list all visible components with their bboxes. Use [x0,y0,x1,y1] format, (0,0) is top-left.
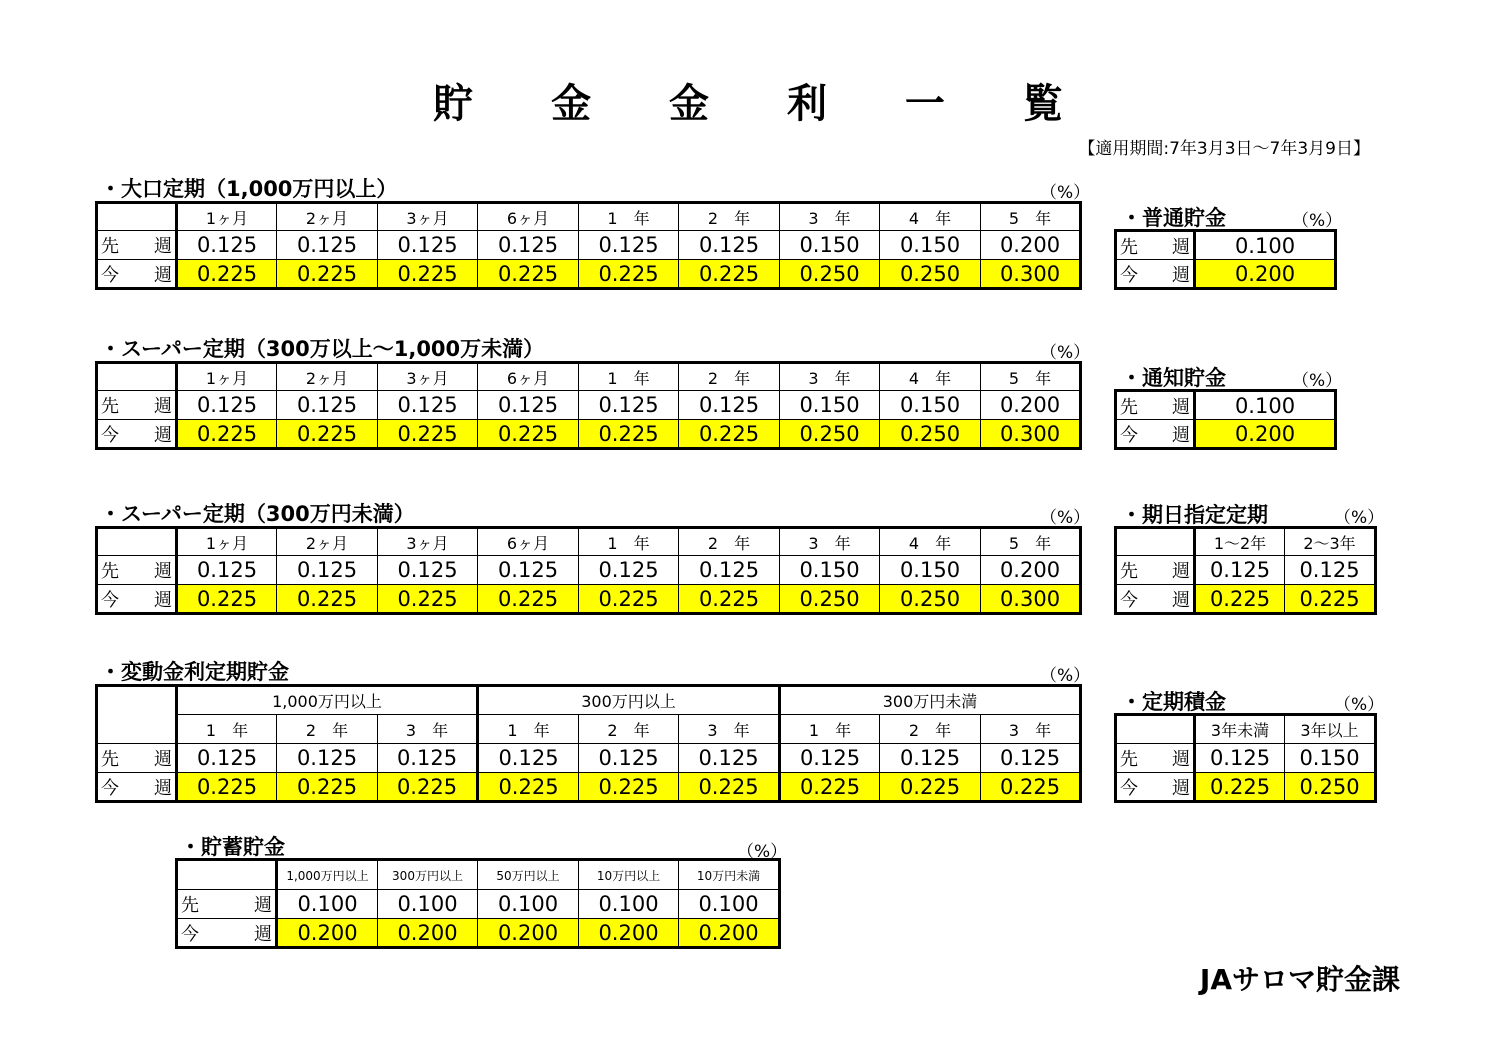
futsuu-title: ・普通貯金 [1121,206,1226,230]
rate-curr: 0.225 [177,773,277,802]
tsuuchi-pct: （%） [1292,371,1343,391]
term-header: 6ヶ月 [478,203,579,231]
term-header: 6ヶ月 [478,363,579,391]
rate-curr: 0.225 [177,585,277,614]
rate-curr: 0.250 [780,260,880,289]
applicable-period: 【適用期間:7年3月3日〜7年3月9日】 [1078,139,1370,159]
group-header: 300万円未満 [780,686,1081,715]
rate-prev: 0.100 [579,890,679,919]
rate-curr: 0.200 [478,919,579,948]
rate-curr: 0.225 [679,773,780,802]
rate-prev: 0.125 [378,391,478,420]
rate-curr: 0.250 [1285,773,1376,802]
rate-curr: 0.225 [478,585,579,614]
term-header: 3ヶ月 [378,363,478,391]
kijitsu-title: ・期日指定定期 [1121,503,1268,527]
corner-cell [1116,528,1195,556]
rate-prev: 0.125 [1195,744,1285,773]
term-header: 1 年 [579,203,679,231]
corner-cell [1116,715,1195,744]
rate-curr: 0.250 [880,420,981,449]
rate-curr: 0.300 [981,260,1081,289]
teiki-tsumikin-table [1114,713,1377,803]
rate-curr: 0.225 [177,420,277,449]
rate-curr: 0.300 [981,585,1081,614]
rate-curr: 0.225 [478,420,579,449]
term-header: 1〜2年 [1195,528,1285,556]
rate-curr: 0.250 [880,585,981,614]
rate-curr: 0.250 [880,260,981,289]
row-label-prev: 先 週 [97,231,177,260]
rate-prev: 0.125 [478,391,579,420]
rate-prev: 0.125 [1195,556,1285,585]
term-header: 50万円以上 [478,860,579,890]
rate-prev: 0.125 [277,231,378,260]
term-header: 3 年 [780,203,880,231]
rate-curr: 0.225 [981,773,1081,802]
term-header: 2 年 [679,528,780,556]
term-header: 1ヶ月 [177,203,277,231]
kijitsu-table [1114,526,1377,615]
rate-curr: 0.225 [378,420,478,449]
rate-prev: 0.200 [981,231,1081,260]
rate-curr: 0.225 [780,773,880,802]
rate-prev: 0.100 [378,890,478,919]
row-label-prev: 先 週 [97,744,177,773]
rate-prev: 0.125 [579,231,679,260]
term-header: 1 年 [177,715,277,744]
rate-prev: 0.100 [1195,231,1336,260]
rate-prev: 0.150 [1285,744,1376,773]
rate-prev: 0.200 [981,556,1081,585]
teiki-tsumikin-title: ・定期積金 [1121,690,1226,714]
rate-curr: 0.225 [1195,585,1285,614]
term-header: 300万円以上 [378,860,478,890]
rate-curr: 0.225 [579,773,679,802]
super2-table [95,526,1082,615]
term-header: 3 年 [981,715,1081,744]
term-header: 2 年 [880,715,981,744]
rate-curr: 0.225 [579,585,679,614]
rate-curr: 0.225 [1195,773,1285,802]
rate-prev: 0.125 [579,744,679,773]
rate-prev: 0.150 [780,231,880,260]
rate-curr: 0.225 [679,585,780,614]
term-header: 2 年 [679,203,780,231]
term-header: 3 年 [378,715,478,744]
rate-prev: 0.125 [679,744,780,773]
rate-prev: 0.100 [277,890,378,919]
term-header: 1 年 [579,528,679,556]
rate-curr: 0.225 [378,260,478,289]
rate-curr: 0.225 [378,773,478,802]
rate-curr: 0.250 [780,420,880,449]
rate-prev: 0.150 [880,556,981,585]
kijitsu-pct: （%） [1334,508,1385,528]
term-header: 1 年 [478,715,579,744]
term-header: 2 年 [277,715,378,744]
futsuu-pct: （%） [1292,211,1343,231]
term-header: 3ヶ月 [378,203,478,231]
chochiku-pct: （%） [737,842,788,862]
row-label-prev: 先 週 [97,391,177,420]
corner-cell [177,860,277,890]
ookuchi-table [95,201,1082,290]
term-header: 2〜3年 [1285,528,1376,556]
rate-prev: 0.125 [378,556,478,585]
term-header: 1ヶ月 [177,528,277,556]
row-label-prev: 先 週 [1116,231,1195,260]
rate-prev: 0.125 [579,556,679,585]
rate-curr: 0.200 [378,919,478,948]
hendou-pct: （%） [1040,666,1091,686]
tsuuchi-table [1114,389,1337,450]
page-title: 貯 金 金 利 一 覧 [433,81,1095,127]
rate-prev: 0.125 [177,744,277,773]
row-label-prev: 先 週 [177,890,277,919]
row-label-curr: 今 週 [97,260,177,289]
super1-title: ・スーパー定期（300万以上〜1,000万未満） [100,337,545,361]
teiki-tsumikin-pct: （%） [1334,695,1385,715]
row-label-curr: 今 週 [97,773,177,802]
rate-prev: 0.125 [277,744,378,773]
rate-curr: 0.200 [679,919,780,948]
rate-prev: 0.125 [679,391,780,420]
row-label-curr: 今 週 [1116,773,1195,802]
rate-prev: 0.125 [880,744,981,773]
rate-prev: 0.125 [177,231,277,260]
row-label-curr: 今 週 [1116,260,1195,289]
futsuu-table [1114,229,1337,290]
term-header: 10万円未満 [679,860,780,890]
term-header: 3 年 [679,715,780,744]
rate-curr: 0.225 [277,260,378,289]
rate-prev: 0.125 [478,556,579,585]
super1-pct: （%） [1040,343,1091,363]
rate-prev: 0.100 [478,890,579,919]
hendou-table [95,684,1082,803]
rate-prev: 0.125 [478,744,579,773]
super2-pct: （%） [1040,508,1091,528]
rate-prev: 0.125 [378,744,478,773]
rate-curr: 0.225 [177,260,277,289]
corner-cell [97,528,177,556]
row-label-prev: 先 週 [97,556,177,585]
term-header: 4 年 [880,528,981,556]
rate-curr: 0.200 [1195,260,1336,289]
term-header: 5 年 [981,528,1081,556]
term-header: 3ヶ月 [378,528,478,556]
rate-curr: 0.225 [679,260,780,289]
term-header: 4 年 [880,203,981,231]
tsuuchi-title: ・通知貯金 [1121,366,1226,390]
term-header: 2 年 [679,363,780,391]
term-header: 5 年 [981,203,1081,231]
rate-prev: 0.125 [780,744,880,773]
rate-curr: 0.225 [880,773,981,802]
rate-curr: 0.300 [981,420,1081,449]
rate-curr: 0.225 [1285,585,1376,614]
rate-prev: 0.125 [679,231,780,260]
rate-prev: 0.150 [780,556,880,585]
rate-prev: 0.125 [478,231,579,260]
rate-curr: 0.225 [277,585,378,614]
group-header: 300万円以上 [478,686,780,715]
term-header: 1 年 [780,715,880,744]
rate-prev: 0.200 [981,391,1081,420]
super2-title: ・スーパー定期（300万円未満） [100,502,415,526]
rate-curr: 0.225 [579,260,679,289]
rate-curr: 0.225 [579,420,679,449]
rate-curr: 0.225 [277,773,378,802]
term-header: 3 年 [780,363,880,391]
chochiku-table [175,858,781,949]
term-header: 6ヶ月 [478,528,579,556]
rate-curr: 0.225 [277,420,378,449]
row-label-curr: 今 週 [97,585,177,614]
super1-table [95,361,1082,450]
rate-curr: 0.200 [277,919,378,948]
rate-prev: 0.100 [1195,391,1336,420]
term-header: 1 年 [579,363,679,391]
rate-prev: 0.150 [780,391,880,420]
term-header: 3 年 [780,528,880,556]
rate-prev: 0.125 [378,231,478,260]
rate-prev: 0.150 [880,391,981,420]
rate-curr: 0.250 [780,585,880,614]
term-header: 3年以上 [1285,715,1376,744]
corner-cell [97,363,177,391]
rate-curr: 0.225 [478,773,579,802]
footer-department: JAサロマ貯金課 [1199,963,1400,996]
term-header: 4 年 [880,363,981,391]
term-header: 2ヶ月 [277,203,378,231]
rate-prev: 0.125 [981,744,1081,773]
corner-cell [97,686,177,744]
ookuchi-title: ・大口定期（1,000万円以上） [100,177,398,201]
row-label-curr: 今 週 [1116,420,1195,449]
rate-prev: 0.125 [579,391,679,420]
hendou-title: ・変動金利定期貯金 [100,660,289,684]
row-label-curr: 今 週 [1116,585,1195,614]
rate-prev: 0.125 [177,556,277,585]
term-header: 2ヶ月 [277,528,378,556]
rate-curr: 0.200 [579,919,679,948]
rate-curr: 0.200 [1195,420,1336,449]
rate-prev: 0.150 [880,231,981,260]
term-header: 5 年 [981,363,1081,391]
row-label-prev: 先 週 [1116,391,1195,420]
rate-prev: 0.125 [177,391,277,420]
term-header: 1ヶ月 [177,363,277,391]
rate-curr: 0.225 [679,420,780,449]
chochiku-title: ・貯蓄貯金 [180,835,285,859]
rate-prev: 0.100 [679,890,780,919]
row-label-curr: 今 週 [177,919,277,948]
rate-prev: 0.125 [1285,556,1376,585]
term-header: 2 年 [579,715,679,744]
rate-prev: 0.125 [679,556,780,585]
term-header: 1,000万円以上 [277,860,378,890]
row-label-prev: 先 週 [1116,556,1195,585]
row-label-prev: 先 週 [1116,744,1195,773]
rate-curr: 0.225 [378,585,478,614]
term-header: 10万円以上 [579,860,679,890]
rate-prev: 0.125 [277,556,378,585]
ookuchi-pct: （%） [1040,183,1091,203]
term-header: 3年未満 [1195,715,1285,744]
rate-curr: 0.225 [478,260,579,289]
rate-prev: 0.125 [277,391,378,420]
group-header: 1,000万円以上 [177,686,478,715]
row-label-curr: 今 週 [97,420,177,449]
corner-cell [97,203,177,231]
term-header: 2ヶ月 [277,363,378,391]
